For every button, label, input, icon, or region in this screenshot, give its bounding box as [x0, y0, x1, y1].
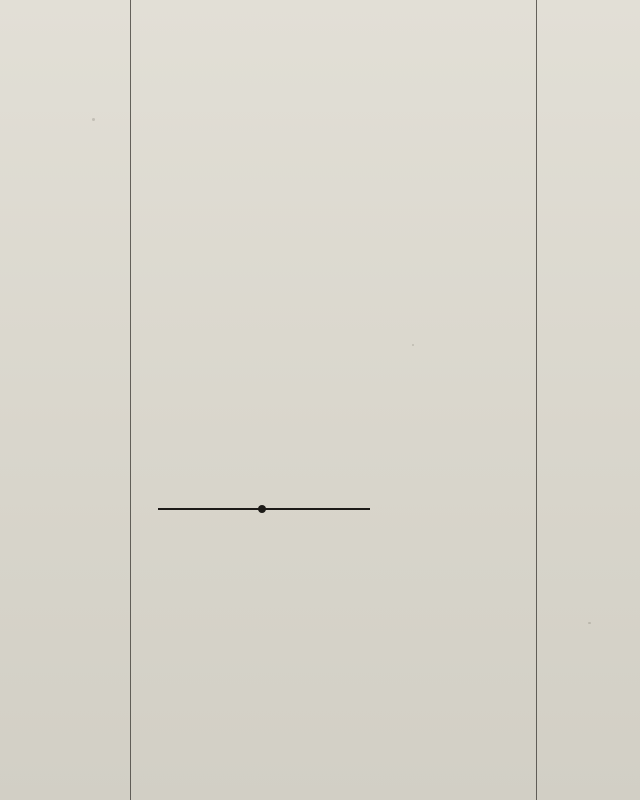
column-rule-right — [536, 0, 537, 800]
paper-speck — [588, 622, 591, 624]
paper-speck — [92, 118, 95, 121]
paper-speck — [412, 344, 414, 346]
column-rule-left — [130, 0, 131, 800]
article-separator-ornament — [258, 505, 266, 513]
